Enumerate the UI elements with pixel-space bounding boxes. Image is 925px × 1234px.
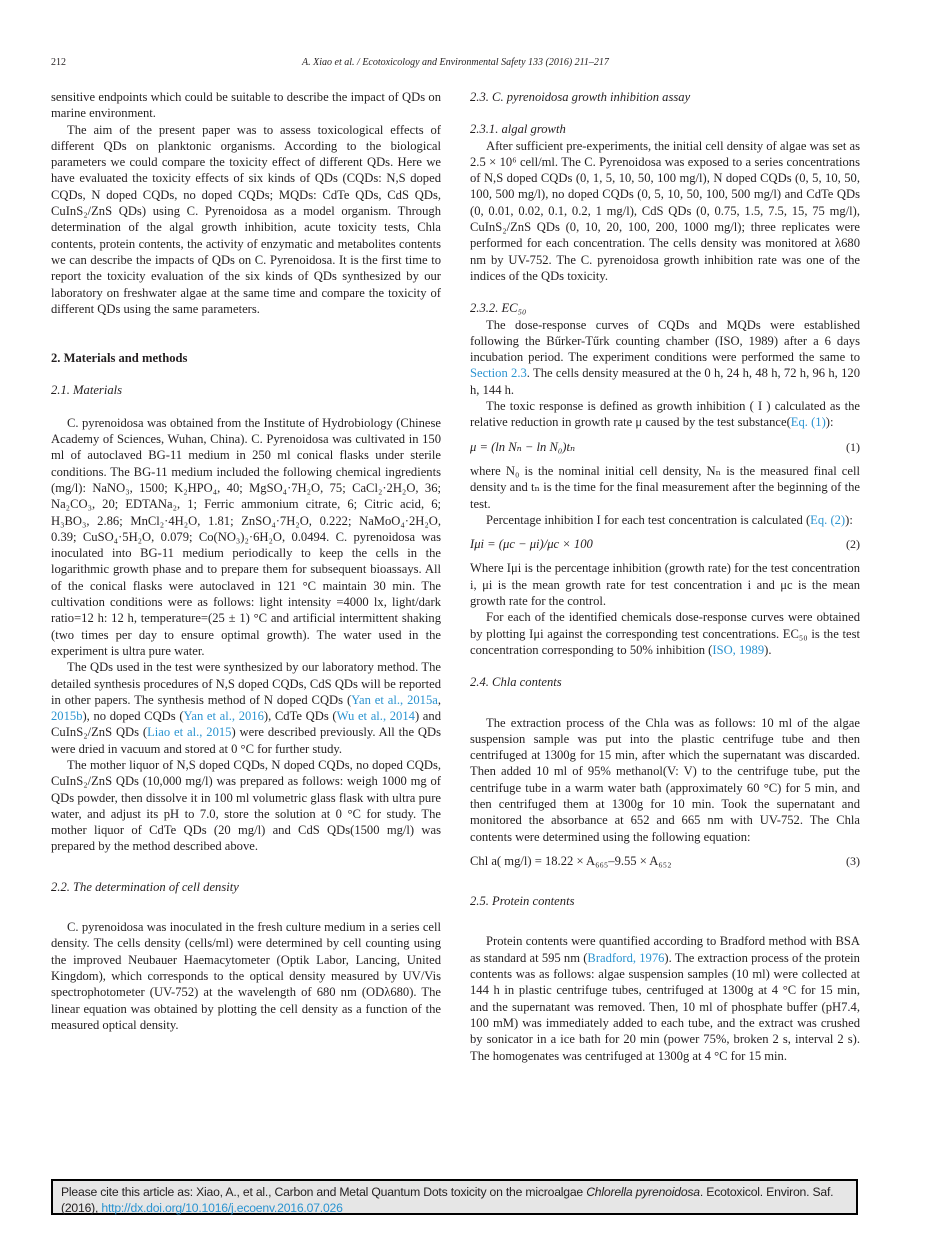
paragraph-ec50-definition: For each of the identified chemicals dose-response curves were obtained by plotting Iμi against the corresponding test concentrations. EC₅₀ is the test concentration corresponding to 50% inhibition (ISO, 1989). (470, 610, 860, 657)
ref-yan-2016[interactable]: Yan et al., 2016 (183, 709, 264, 724)
paragraph-eq1-definitions: where N₀ is the nominal initial cell density, Nₙ is the measured final cell density and tₙ is the time for the final measurement after the beginning of the test. (470, 463, 860, 511)
citation-species: Chlorella pyrenoidosa (586, 1185, 700, 1199)
ref-wu-2014[interactable]: Wu et al., 2014 (336, 709, 415, 724)
ref-iso-1989[interactable]: ISO, 1989 (712, 642, 765, 657)
ref-yan-2015a[interactable]: Yan et al., 2015a (351, 692, 438, 707)
equation-2-number: (2) (846, 537, 860, 552)
left-column (51, 89, 441, 1033)
paragraph-chla: The extraction process of the Chla was as follows: 10 ml of the algae suspension sample was put into the plastic centrifuge tube and then centrifuged at 1300g for 15 min, after which the supernatant was discarded. Then added 10 ml of 95% methanol(V: V) to the centrifuge tube, put the centrifuge tube in a warm water bath (approximately 60 °C) for 5 min, and then centrifuged them at 1300g for 10 min. Took the supernatant and monitored the absorbance at 652 and 665 nm with UV-752. The Chla contents were determined using the following equation: (470, 715, 860, 844)
ref-liao-2015[interactable]: Liao et al., 2015 (147, 725, 232, 740)
paragraph-protein: Protein contents were quantified according to Bradford method with BSA as standard at 595 nm (Bradford, 1976). The extraction process of the protein contents was as follows: algae suspension samples (10 ml) were collected at 144 h in plastic centrifuge tubes, centrifuged at 1300g at 4 °C for 15 min, and the supernatant was removed. Then, 10 ml of phosphate buffer (pH7.4, 100 mM) was immediately added to each tube, and the extract was crushed by sonicator in a ice bath for 20 min (power 75%, broken 2 s, interval 2 s). The homogenates was centrifuged at 1300g at 4 °C for 15 min. (470, 934, 860, 1063)
citation-text: Please cite this article as: Xiao, A., et al., Carbon and Metal Quantum Dots toxicity on the microalgae (61, 1185, 587, 1199)
paragraph-materials: C. pyrenoidosa was obtained from the Institute of Hydrobiology (Chinese Academy of Sciences, Wuhan, China). C. Pyrenoidosa was cultivated in 150 ml of autoclaved BG-11 medium in 250 ml conical flasks under sterile conditions. The BG-11 medium included the following chemical ingredients (mg/l): NaNO₃, 1500; K₂HPO₄, 40; MgSO₄·7H₂O, 75; CaCl₂·2H₂O, 36; Na₂CO₃, 20; EDTANa₂, 1; Ferric ammonium citrate, 6; Citric acid, 6; H₃BO₃, 2.86; MnCl₂·4H₂O, 1.81; ZnSO₄·7H₂O, 0.222; NaMoO₄·2H₂O, 0.39; CuSO₄·5H₂O, 0.079; Co(NO₃)₂·6H₂O, 0.0494. C. pyrenoidosa was inoculated into BG-11 medium periodically to keep the cells in the logarithmic growth phase and to prepare them for subsequent bioassays. All of the conical flasks were autoclaved in 121 °C maintain 30 min. The cultivation conditions were as follows: light intensity =4000 lx, light/dark ratio=12 h: 12 h, temperature=(25 ± 1) °C and artificial intermittent shaking (two times per day to ensure optimal growth). The water used in the experiment is ultra pure water. (51, 415, 441, 658)
subsubsection-heading-ec50: 2.3.2. EC₅₀ (470, 301, 527, 316)
equation-3 (470, 853, 860, 869)
paragraph-algal-growth: After sufficient pre-experiments, the initial cell density of algae was set as 2.5 × 10⁶ cell/ml. The C. Pyrenoidosa was exposed to a series concentrations of N,S doped CQDs (0, 1, 5, 10, 50, 100 mg/l), N doped CQDs (0, 5, 10, 50, 100, 500 mg/l), no doped CQDs (0, 5, 10, 50, 100, 500 mg/l) and CdTe QDs (0, 0.01, 0.02, 0.1, 0.2, 1 mg/l), CdS QDs (0, 0.75, 1.5, 7.5, 15, 75 mg/l), CuInS₂/ZnS QDs (0, 10, 20, 100, 200, 1000 mg/l); three replicates were performed for each concentration. The cells density was monitored at λ680 nm by UV-752. The C. pyrenoidosa growth inhibition rate was one of the indices of the QDs toxicity. (470, 138, 860, 283)
equation-1 (470, 439, 860, 455)
paragraph-aim: The aim of the present paper was to assess toxicological effects of different QDs on planktonic organisms. According to the biological parameters we could compare the toxicity effect of different QDs. Here we have evaluated the toxicity effects of six kinds of QDs (CQDs: N,S doped CQDs, N doped CQDs, no doped CQDs; MQDs: CdTe QDs, CdS QDs, CuInS₂/ZnS QDs) using C. Pyrenoidosa as a model organism. Through determination of the algal growth inhibition, acute toxicity tests, Chla contents, protein contents, the activity of enzymatic and metabolites contents we can describe the impacts of QDs on C. Pyrenoidosa. It is the first time to report the toxicity evaluation of the six kinds of QDs synthesized by our laboratory on freshwater algae at the same time and compare the toxicity of different QDs using the same parameters. (51, 122, 441, 316)
paragraph-cell-density: C. pyrenoidosa was inoculated in the fresh culture medium in a series cell density. The cells density (cells/ml) were determined by cell counting using the improved Neubauer Haemacytometer (Optik Labor, Lancing, United Kingdom), which corresponds to the optical density measured by UV/Vis spectrophotometer (UV-752) at the wavelength of 680 nm (ODλ680). The linear equation was obtained by plotting the cell density as a function of the measured optical density. (51, 920, 441, 1032)
citation-box: Please cite this article as: Xiao, A., et al., Carbon and Metal Quantum Dots toxicity on the microalgae Chlorella pyrenoidosa. Ecotoxicol. Environ. Saf. (2016), http://dx.doi.org/10.1016/j.ecoenv.2016.07.026 (51, 1179, 858, 1215)
paragraph-dose-response: The dose-response curves of CQDs and MQDs were established following the Bűrker-Tűrk counting chamber (ISO, 1989) after a 6 days incubation period. The experiment conditions were performed the same to Section 2.3. The cells density measured at the 0 h, 24 h, 48 h, 72 h, 96 h, 120 h, 144 h. (470, 317, 860, 397)
ref-eq-2[interactable]: Eq. (2) (810, 512, 846, 527)
equation-2 (470, 536, 860, 552)
right-column (470, 89, 860, 1064)
running-title: A. Xiao et al. / Ecotoxicology and Environmental Safety 133 (2016) 211–217 (302, 57, 609, 68)
subsection-heading-protein: 2.5. Protein contents (470, 894, 575, 909)
running-header (51, 57, 860, 71)
paragraph-qds-synthesis: The QDs used in the test were synthesized by our laboratory method. The detailed synthesis procedures of N,S doped CQDs, CdS QDs will be reported in other papers. The synthesis method of N doped CQDs (Yan et al., 2015a, 2015b), no doped CQDs (Yan et al., 2016), CdTe QDs (Wu et al., 2014) and CuInS₂/ZnS QDs (Liao et al., 2015) were described previously. All the QDs were dried in vacuum and stored at 0 °C for further study. (51, 660, 441, 756)
ref-bradford-1976[interactable]: Bradford, 1976 (587, 950, 665, 965)
paragraph-eq2-definitions: Where Iμi is the percentage inhibition (growth rate) for the test concentration i, μi is the mean growth rate for test concentration i and μc is the mean growth rate for the control. (470, 561, 860, 609)
ref-yan-2015b[interactable]: 2015b (51, 709, 83, 724)
doi-link[interactable]: http://dx.doi.org/10.1016/j.ecoenv.2016.07.026 (101, 1201, 343, 1215)
ref-section-2-3[interactable]: Section 2.3 (470, 366, 527, 381)
section-heading-materials-methods: 2. Materials and methods (51, 351, 188, 366)
subsection-heading-materials: 2.1. Materials (51, 383, 123, 398)
paragraph-toxic-response: The toxic response is defined as growth inhibition ( I ) calculated as the relative reduction in growth rate μ caused by the test substance(Eq. (1)): (470, 399, 860, 430)
equation-2-formula: Iμi = (μc − μi)/μc × 100 (470, 537, 593, 552)
subsection-heading-chla: 2.4. Chla contents (470, 675, 562, 690)
equation-1-formula: μ = (ln Nₙ − ln N₀)tₙ (470, 439, 576, 454)
ref-eq-1[interactable]: Eq. (1) (790, 415, 826, 430)
subsection-heading-growth-inhibition: 2.3. C. pyrenoidosa growth inhibition assay (470, 90, 691, 104)
equation-1-number: (1) (846, 439, 860, 454)
paragraph-mother-liquor: The mother liquor of N,S doped CQDs, N doped CQDs, no doped CQDs, CuInS₂/ZnS QDs (10,000 mg/l) was prepared as follows: weigh 1000 mg of QDs powder, then dissolve it in 100 ml volumetric glass flask with ultra pure water, and adjust its pH to 7.0, store the solution at 0 °C for study. The mother liquor of CdTe QDs (20 mg/l) and CdS QDs(1500 mg/l) was prepared by the method described above. (51, 757, 441, 854)
subsection-heading-cell-density: 2.2. The determination of cell density (51, 879, 239, 894)
paragraph-percentage-inhibition: Percentage inhibition I for each test concentration is calculated (Eq. (2)): (486, 512, 853, 527)
equation-3-formula: Chl a( mg/l) = 18.22 × A₆₆₅–9.55 × A₆₅₂ (470, 853, 672, 868)
equation-3-number: (3) (846, 853, 860, 868)
page-number: 212 (51, 57, 66, 68)
paragraph-intro-end: sensitive endpoints which could be suitable to describe the impact of QDs on marine environment. (51, 90, 441, 121)
subsubsection-heading-algal-growth: 2.3.1. algal growth (470, 122, 566, 137)
